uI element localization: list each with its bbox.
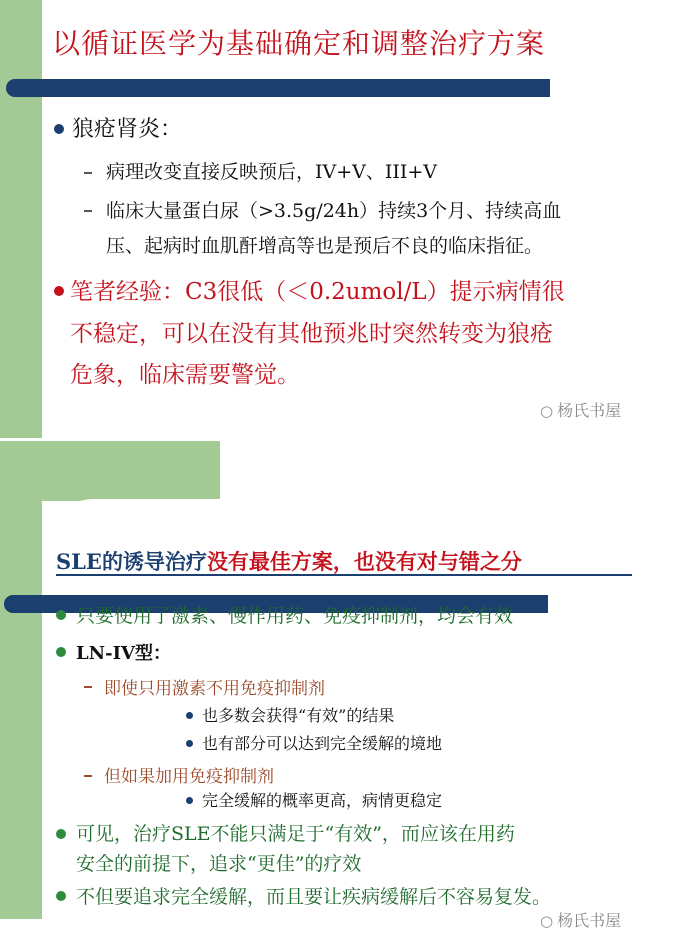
bullet-no-relapse: 不但要追求完全缓解，而且要让疾病缓解后不容易复发。	[76, 886, 552, 908]
experience-line3: 危象，临床需要警觉。	[70, 362, 300, 388]
conclusion-line1: 可见，治疗SLE不能只满足于“有效”，而应该在用药	[76, 823, 515, 845]
dash-marker	[84, 210, 92, 212]
bullet-dot	[54, 124, 64, 134]
wechat-icon: ○	[540, 912, 554, 930]
bullet-dot	[56, 647, 66, 657]
sub-clinical-line2: 压、起病时血肌酐增高等也是预后不良的临床指征。	[106, 235, 544, 257]
dash-marker	[84, 172, 92, 174]
sub-add-immunosuppressant: 但如果加用免疫抑制剂	[104, 767, 274, 787]
bullet-lupus-nephritis: 狼疮肾炎：	[72, 117, 183, 142]
bullet-dot	[56, 829, 66, 839]
sub-pathology: 病理改变直接反映预后，IV+V、III+V	[106, 161, 438, 183]
title-underline-bar	[6, 79, 550, 97]
sub-clinical-line1: 临床大量蛋白尿（>3.5g/24h）持续3个月、持续高血	[106, 200, 562, 222]
item-higher-remission: 完全缓解的概率更高，病情更稳定	[202, 791, 443, 810]
title-underline	[56, 574, 632, 576]
slide-2-title: SLE的诱导治疗没有最佳方案，也没有对与错之分	[56, 549, 522, 574]
green-sidebar	[0, 0, 42, 440]
bullet-dot	[56, 610, 66, 620]
slide-1-title: 以循证医学为基础确定和调整治疗方案	[52, 27, 546, 60]
bullet-effective: 只要使用了激素、慢作用药、免疫抑制剂，均会有效	[76, 605, 514, 627]
conclusion-line2: 安全的前提下，追求“更佳”的疗效	[76, 853, 362, 875]
sub-bullet-dot	[186, 740, 193, 747]
item-remission: 也有部分可以达到完全缓解的境地	[202, 734, 443, 753]
sub-bullet-dot	[186, 797, 193, 804]
bullet-dot	[56, 891, 66, 901]
bullet-ln-iv: LN-IV型：	[76, 643, 171, 664]
sub-bullet-dot	[186, 712, 193, 719]
experience-line1: 笔者经验：C3很低（＜0.2umol/L）提示病情很	[70, 279, 565, 305]
slide-2	[0, 441, 674, 919]
experience-line2: 不稳定，可以在没有其他预兆时突然转变为狼疮	[70, 321, 553, 347]
watermark: ○ 杨氏书屋	[540, 911, 622, 930]
dash-marker	[84, 686, 92, 688]
item-effective-result: 也多数会获得“有效”的结果	[202, 706, 395, 725]
dash-marker	[84, 775, 92, 777]
green-sidebar	[0, 441, 42, 919]
green-top-block	[0, 441, 220, 501]
wechat-icon: ○	[540, 402, 554, 420]
watermark: ○ 杨氏书屋	[540, 401, 622, 420]
bullet-dot	[54, 286, 64, 296]
sub-steroids-only: 即使只用激素不用免疫抑制剂	[104, 679, 325, 699]
